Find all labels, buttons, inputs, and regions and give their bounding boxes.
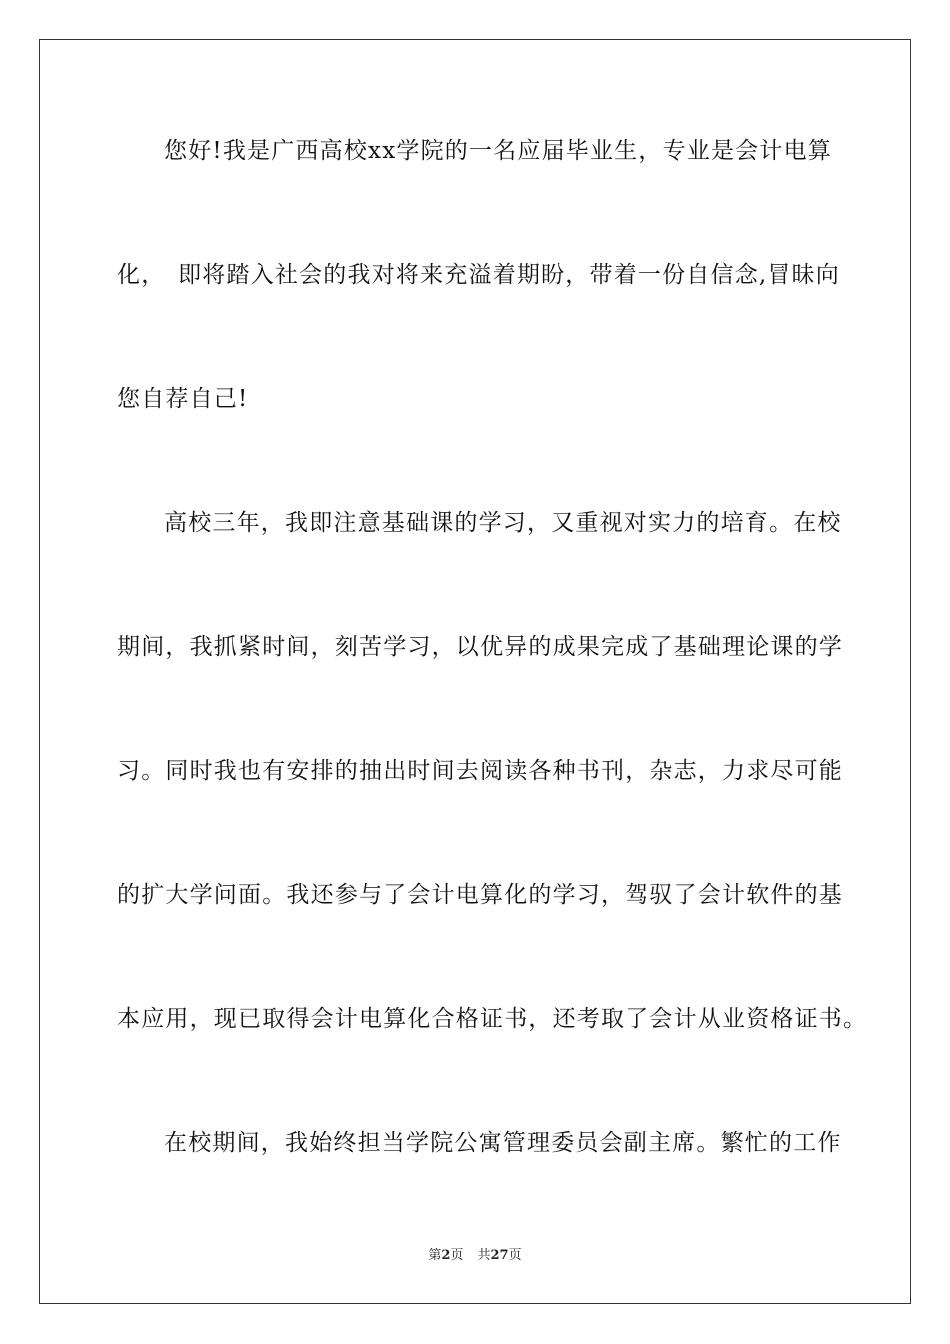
page-border: [39, 39, 911, 1304]
paragraph-2-line-4: 的扩大学问面。我还参与了会计电算化的学习，驾驭了会计软件的基: [117, 882, 843, 908]
paragraph-2-line-2: 期间，我抓紧时间，刻苦学习，以优异的成果完成了基础理论课的学: [117, 634, 843, 660]
total-prefix: 共: [477, 1248, 491, 1263]
paragraph-2-line-1: 高校三年，我即注意基础课的学习，又重视对实力的培育。在校: [164, 510, 842, 536]
paragraph-2-line-3: 习。同时我也有安排的抽出时间去阅读各种书刊，杂志，力求尽可能: [117, 758, 843, 784]
paragraph-2-line-5: 本应用，现已取得会计电算化合格证书，还考取了会计从业资格证书。: [117, 1006, 868, 1032]
page-footer: [0, 1248, 950, 1264]
page-suffix: 页: [450, 1248, 464, 1263]
total-suffix: 页: [508, 1248, 522, 1263]
page-number: 2: [441, 1248, 451, 1263]
paragraph-1-line-3: 您自荐自己!: [117, 386, 249, 412]
total-pages: 27: [490, 1248, 509, 1263]
paragraph-1-line-1: 您好!我是广西高校xx学院的一名应届毕业生，专业是会计电算: [164, 138, 832, 164]
page-prefix: 第: [428, 1248, 442, 1263]
paragraph-1-line-2: 化， 即将踏入社会的我对将来充溢着期盼，带着一份自信念,冒昧向: [117, 262, 841, 288]
paragraph-3-line-1: 在校期间，我始终担当学院公寓管理委员会副主席。繁忙的工作: [164, 1130, 842, 1156]
